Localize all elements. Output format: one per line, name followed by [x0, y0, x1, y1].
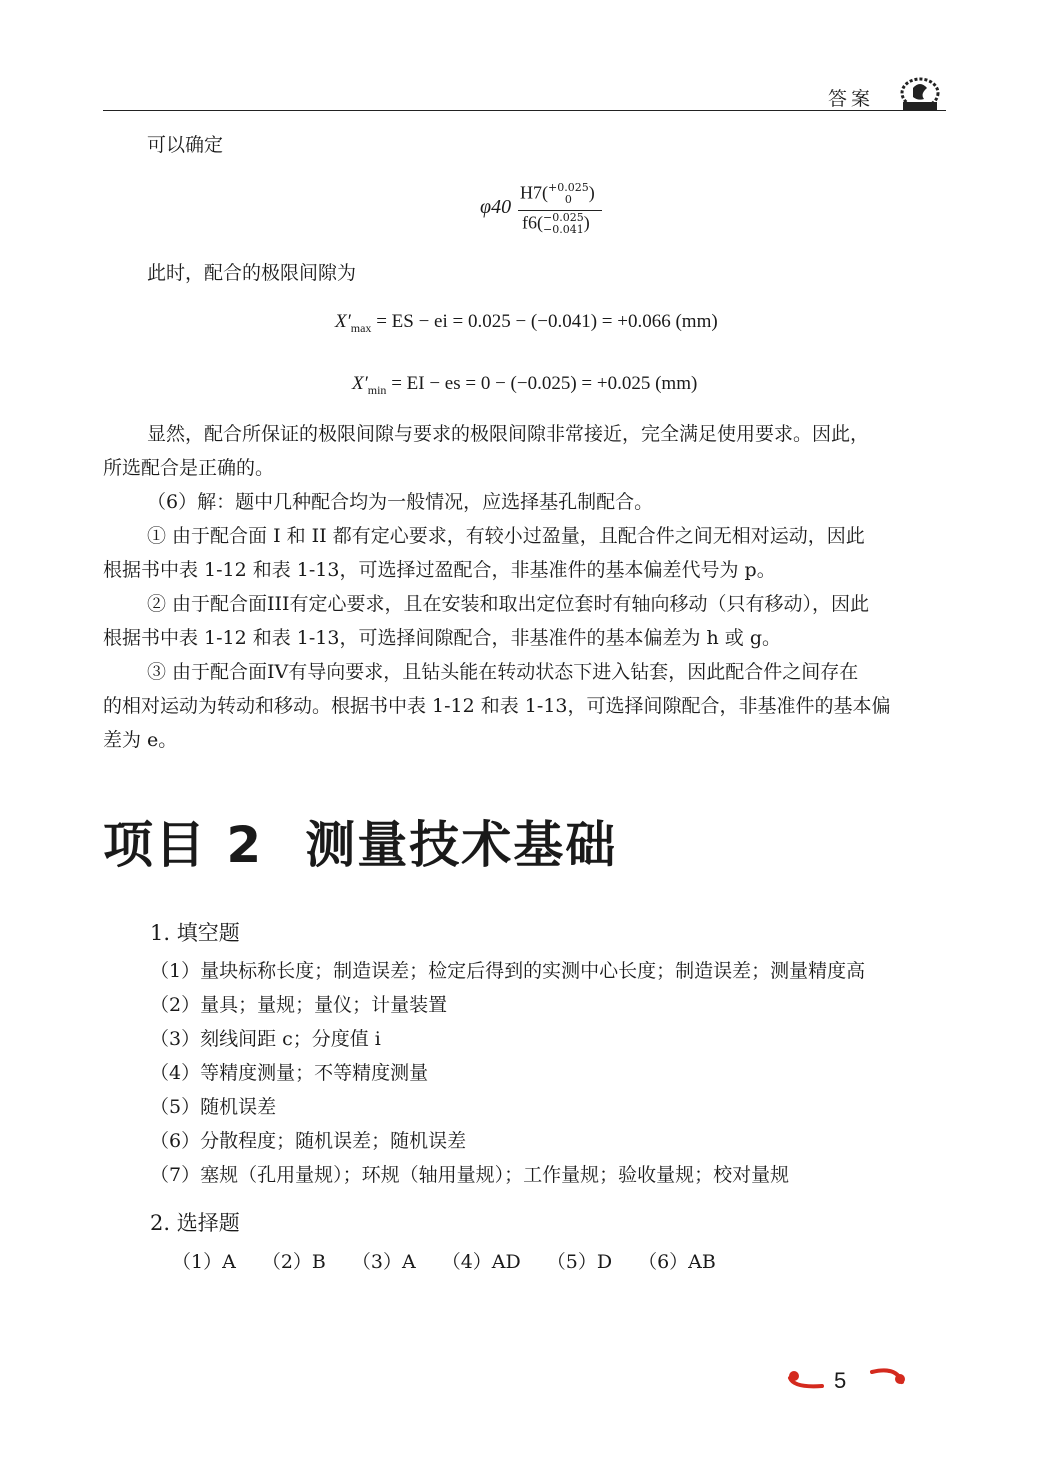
fit-prefix: φ40 [480, 196, 512, 218]
fill-blank-answer: （7）塞规（孔用量规）；环规（轴用量规）；工作量规；验收量规；校对量规 [150, 1164, 790, 1186]
item-2-line-1: ② 由于配合面III有定心要求，且在安装和取出定位套时有轴向移动（只有移动），因此 [147, 593, 870, 615]
choice-answer: （3）A [351, 1251, 416, 1273]
paragraph-1-line-2: 所选配合是正确的。 [103, 457, 275, 479]
fit-numerator-close: ) [588, 182, 595, 203]
paragraph-2: （6）解：题中几种配合均为一般情况，应选择基孔制配合。 [147, 491, 654, 513]
eq-max-rhs: = ES − ei = 0.025 − (−0.041) = +0.066 (mm) [371, 311, 718, 332]
item-3-line-3: 差为 e。 [103, 729, 178, 751]
choice-answer: （6）AB [638, 1251, 716, 1273]
fit-denominator-main: f6( [522, 212, 543, 233]
choice-answer: （4）AD [441, 1251, 521, 1273]
equation-max [335, 311, 718, 336]
fit-numerator-main: H7( [520, 182, 548, 203]
fill-blank-answer: （2）量具；量规；量仪；计量装置 [150, 994, 448, 1016]
item-1-line-1: ① 由于配合面 I 和 II 都有定心要求，有较小过盈量，且配合件之间无相对运动，因此 [147, 525, 865, 547]
eq-max-lhs: X′ [335, 311, 351, 332]
left-ornament-icon [786, 1368, 826, 1390]
fill-blank-answer: （5）随机误差 [150, 1096, 277, 1118]
item-3-line-2: 的相对运动为转动和移动。根据书中表 1-12 和表 1-13，可选择间隙配合，非基准件的基本偏 [103, 695, 891, 717]
fit-denominator-lower: −0.041 [543, 223, 584, 236]
item-2-line-2: 根据书中表 1-12 和表 1-13，可选择间隙配合，非基准件的基本偏差为 h 或 g。 [103, 627, 782, 649]
header-label: 答案 [828, 88, 875, 110]
fill-blank-heading: 1. 填空题 [150, 921, 240, 945]
fit-numerator-upper: +0.025 [548, 181, 589, 194]
fill-blank-answer: （6）分散程度；随机误差；随机误差 [150, 1130, 467, 1152]
page-number: 5 [834, 1368, 847, 1393]
section-number: 项目 2 [103, 816, 264, 874]
item-3-line-1: ③ 由于配合面IV有导向要求，且钻头能在转动状态下进入钻套，因此配合件之间存在 [147, 661, 859, 683]
eq-min-lhs: X′ [352, 373, 368, 394]
eq-min-rhs: = EI − es = 0 − (−0.025) = +0.025 (mm) [386, 373, 698, 394]
publisher-logo-icon [896, 76, 944, 112]
choice-answers [172, 1245, 742, 1279]
paragraph-1-line-1: 显然，配合所保证的极限间隙与要求的极限间隙非常接近，完全满足使用要求。因此， [147, 423, 870, 445]
fill-blank-answer: （4）等精度测量；不等精度测量 [150, 1062, 429, 1084]
fit-numerator [520, 182, 600, 206]
fit-denominator-close: ) [583, 212, 590, 233]
fill-blank-answer: （1）量块标称长度；制造误差；检定后得到的实测中心长度；制造误差；测量精度高 [150, 960, 866, 982]
eq-max-sub: max [350, 321, 372, 335]
choice-heading: 2. 选择题 [150, 1211, 240, 1235]
fit-formula [480, 182, 610, 242]
intro-text: 可以确定 [147, 134, 224, 156]
choice-answer: （5）D [546, 1251, 613, 1273]
choice-answer: （1）A [172, 1251, 236, 1273]
fill-blank-answer: （3）刻线间距 c；分度值 i [150, 1028, 381, 1050]
right-ornament-icon [868, 1366, 908, 1388]
fit-numerator-lower: 0 [564, 193, 572, 206]
section-title [103, 805, 617, 877]
item-1-line-2: 根据书中表 1-12 和表 1-13，可选择过盈配合，非基准件的基本偏差代号为 p。 [103, 559, 776, 581]
section-name: 测量技术基础 [305, 816, 618, 874]
equation-min [352, 373, 697, 398]
fit-denominator-upper: −0.025 [543, 211, 584, 224]
fit-denominator [522, 212, 602, 236]
clearance-intro: 此时，配合的极限间隙为 [147, 262, 357, 284]
header-rule [103, 110, 946, 111]
fill-blank-list [150, 954, 865, 1192]
choice-answer: （2）B [261, 1251, 326, 1273]
eq-min-sub: min [367, 383, 387, 397]
